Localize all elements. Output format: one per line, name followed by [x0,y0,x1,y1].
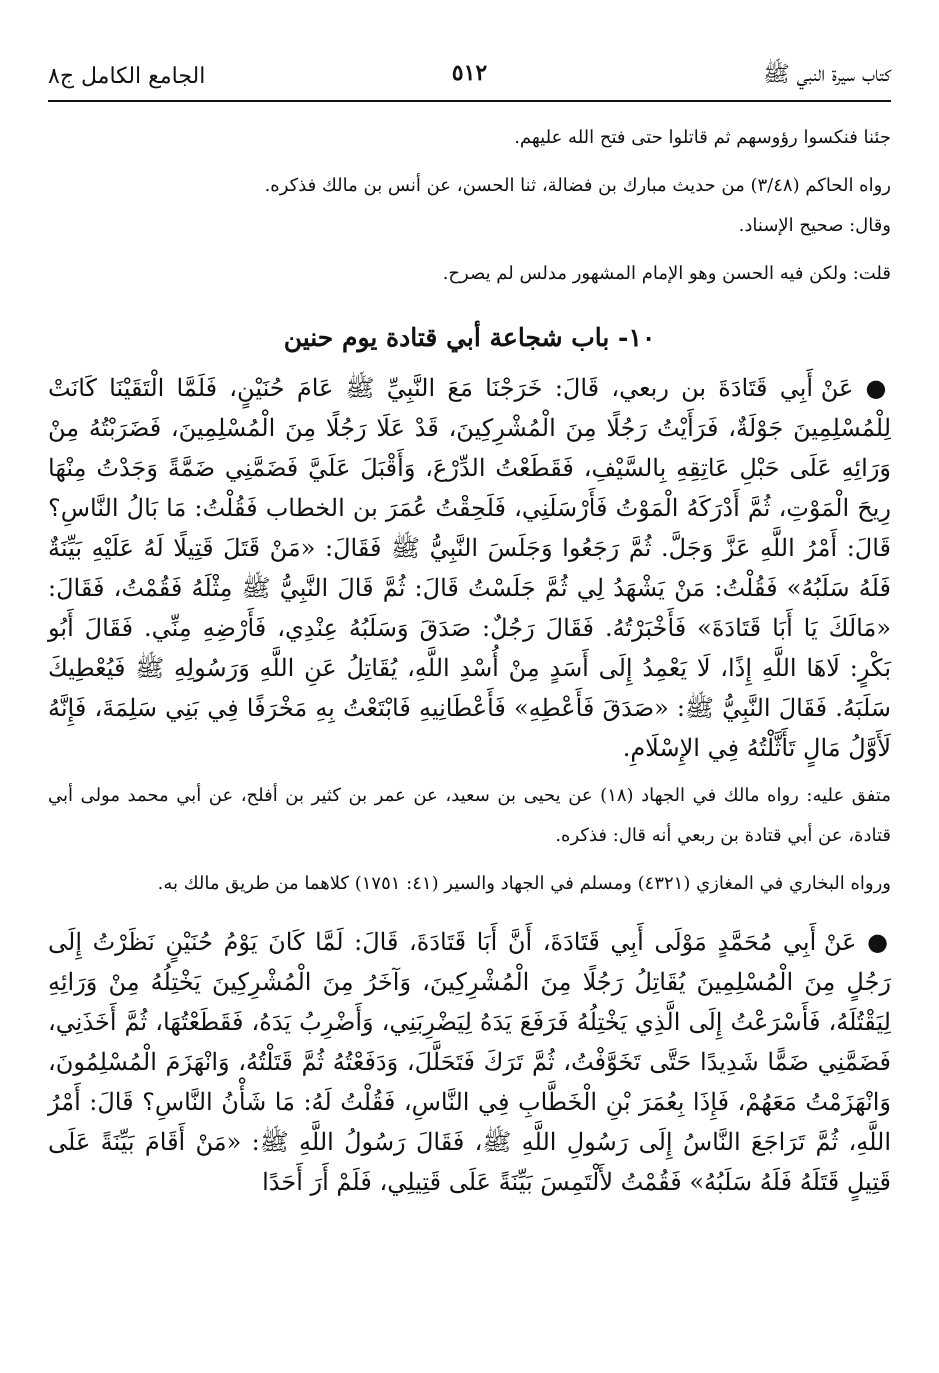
header-volume-title: الجامع الكامل ج٨ [48,63,206,89]
chapter-title: ١٠- باب شجاعة أبي قتادة يوم حنين [283,323,656,352]
page-number: ٥١٢ [451,60,488,86]
hadith-paragraph [48,922,891,1202]
running-header [48,52,891,102]
page-body [48,118,891,1202]
text-paragraph: جئنا فنكسوا رؤوسهم ثم قاتلوا حتى فتح الله عليهم. [514,127,891,148]
header-book-title: كتاب سيرة النبي ﷺ [763,62,891,87]
citation-paragraph: رواه الحاكم (٣/٤٨) من حديث مبارك بن فضالة، ثنا الحسن، عن أنس بن مالك فذكره. [264,175,891,196]
takhrij-note: ورواه البخاري في المغازي (٤٣٢١) ومسلم في الجهاد والسير (٤١: ١٧٥١) كلاهما من طريق مالك به. [157,873,891,894]
hadith-text: عَنْ أَبِي قَتَادَةَ بن ربعي، قَالَ: خَرَجْنَا مَعَ النَّبِيِّ ﷺ عَامَ حُنَيْنٍ، فَلَمَّا الْتَقَيْنَا كَانَتْ لِلْمُسْلِمِينَ جَوْلَةٌ، فَرَأَيْتُ رَجُلًا مِنَ الْمُشْرِكِينَ، قَدْ عَلَا رَجُلًا مِنَ الْمُسْلِمِينَ، فَضَرَبْتُهُ مِنْ وَرَائِهِ عَلَى حَبْلِ عَاتِقِهِ بِالسَّيْفِ، فَقَطَعْتُ الدِّرْعَ، وَأَقْبَلَ عَلَيَّ فَضَمَّنِي ضَمَّةً وَجَدْتُ مِنْهَا رِيحَ الْمَوْتِ، ثُمَّ أَدْرَكَهُ الْمَوْتُ فَأَرْسَلَنِي، فَلَحِقْتُ عُمَرَ بن الخطاب فَقُلْتُ: مَا بَالُ النَّاسِ؟ قَالَ: أَمْرُ اللَّهِ عَزَّ وَجَلَّ. ثُمَّ رَجَعُوا وَجَلَسَ النَّبِيُّ ﷺ فَقَالَ: «مَنْ قَتَلَ قَتِيلًا لَهُ عَلَيْهِ بَيِّنَةٌ فَلَهُ سَلَبُهُ» فَقُلْتُ: مَنْ يَشْهَدُ لِي ثُمَّ جَلَسْتُ قَالَ: ثُمَّ قَالَ النَّبِيُّ ﷺ مِثْلَهُ فَقُمْتُ، فَقَالَ: «مَالَكَ يَا أَبَا قَتَادَةَ» فَأَخْبَرْتُهُ. فَقَالَ رَجُلٌ: صَدَقَ وَسَلَبُهُ عِنْدِي، فَأَرْضِهِ مِنِّي. فَقَالَ أَبُو بَكْرٍ: لَاهَا اللَّهِ إِذًا، لَا يَعْمِدُ إِلَى أَسَدٍ مِنْ أُسْدِ اللَّهِ، يُقَاتِلُ عَنِ اللَّهِ وَرَسُولِهِ ﷺ فَيُعْطِيكَ سَلَبَهُ. فَقَالَ النَّبِيُّ ﷺ: «صَدَقَ فَأَعْطِهِ» فَأَعْطَانِيهِ فَابْتَعْتُ بِهِ مَخْرَفًا فِي بَنِي سَلِمَةَ، فَإِنَّهُ لَأَوَّلُ مَالٍ تَأَثَّلْتُهُ فِي الإِسْلَامِ. [48,374,891,762]
bullet-icon: ● [867,927,891,956]
grading-paragraph: وقال: صحيح الإسناد. [738,215,891,236]
hadith-text: عَنْ أَبِي مُحَمَّدٍ مَوْلَى أَبِي قَتَادَةَ، أَنَّ أَبَا قَتَادَةَ، قَالَ: لَمَّا كَانَ يَوْمُ حُنَيْنٍ نَظَرْتُ إِلَى رَجُلٍ مِنَ الْمُسْلِمِينَ يُقَاتِلُ رَجُلًا مِنَ الْمُشْرِكِينَ، وَآخَرُ مِنَ الْمُشْرِكِينَ يَخْتِلُهُ مِنْ وَرَائِهِ لِيَقْتُلَهُ، فَأَسْرَعْتُ إِلَى الَّذِي يَخْتِلُهُ فَرَفَعَ يَدَهُ لِيَضْرِبَنِي، وَأَضْرِبُ يَدَهُ، فَقَطَعْتُهَا، ثُمَّ أَخَذَنِي، فَضَمَّنِي ضَمًّا شَدِيدًا حَتَّى تَخَوَّفْتُ، ثُمَّ تَرَكَ فَتَحَلَّلَ، وَدَفَعْتُهُ ثُمَّ قَتَلْتُهُ، وَانْهَزَمَ الْمُسْلِمُونَ، وَانْهَزَمْتُ مَعَهُمْ، فَإِذَا بِعُمَرَ بْنِ الْخَطَّابِ فِي النَّاسِ، فَقُلْتُ لَهُ: مَا شَأْنُ النَّاسِ؟ قَالَ: أَمْرُ اللَّهِ، ثُمَّ تَرَاجَعَ النَّاسُ إِلَى رَسُولِ اللَّهِ ﷺ، فَقَالَ رَسُولُ اللَّهِ ﷺ: «مَنْ أَقَامَ بَيِّنَةً عَلَى قَتِيلٍ قَتَلَهُ فَلَهُ سَلَبُهُ» فَقُمْتُ لأَلْتَمِسَ بَيِّنَةً عَلَى قَتِيلِي، فَلَمْ أَرَ أَحَدًا [48,928,891,1196]
comment-paragraph: قلت: ولكن فيه الحسن وهو الإمام المشهور مدلس لم يصرح. [442,263,891,284]
takhrij-note: متفق عليه: رواه مالك في الجهاد (١٨) عن يحيى بن سعيد، عن عمر بن كثير بن أفلح، عن أبي محمد مولى أبي قتادة، عن أبي قتادة بن ربعي أنه قال: فذكره. [48,785,891,846]
bullet-icon: ● [865,373,891,402]
hadith-paragraph [48,368,891,768]
